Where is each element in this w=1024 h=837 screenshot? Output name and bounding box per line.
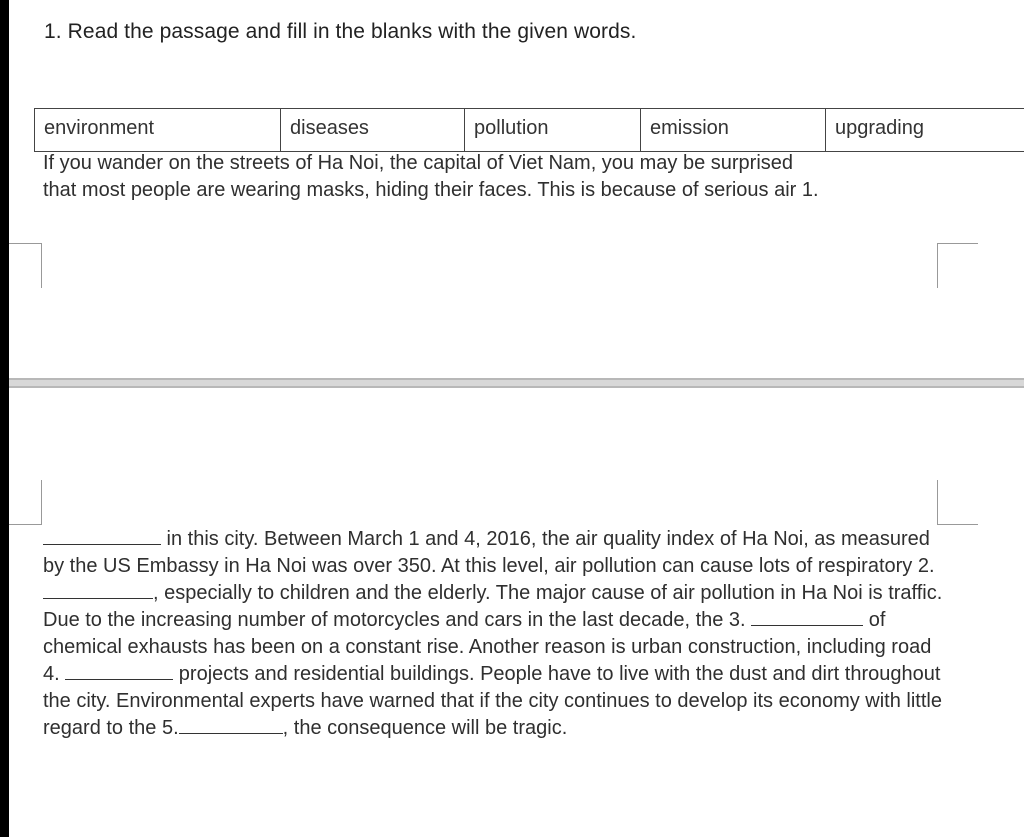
passage-line: If you wander on the streets of Ha Noi, the capital of Viet Nam, you may be surprised — [43, 152, 794, 174]
passage-text: of chemical exhausts has been on a constant rise. Another reason is urban construction, including road 4. — [43, 609, 932, 685]
word-box-cell: environment — [35, 109, 281, 152]
worksheet-page — [9, 0, 1024, 837]
word-box-cell: emission — [641, 109, 826, 152]
word-box-cell: diseases — [281, 109, 465, 152]
page-break-divider — [9, 378, 1024, 388]
task-title: 1. Read the passage and fill in the blanks with the given words. — [44, 20, 637, 43]
blank-2[interactable] — [43, 580, 153, 599]
crop-mark-bottom-right — [937, 480, 978, 525]
word-box-row — [35, 109, 1024, 152]
word-box-table — [34, 108, 1024, 152]
word-box-cell: upgrading — [826, 109, 1024, 152]
passage-text: projects and residential buildings. People have to live with the dust and dirt throughout the city. Environmental experts have warned that if the city continues to develop its economy with little regard to the 5. — [43, 663, 942, 739]
crop-mark-top-left — [9, 243, 42, 288]
passage-part-1 — [43, 150, 1003, 204]
blank-4[interactable] — [65, 661, 173, 680]
passage-line: that most people are wearing masks, hiding their faces. This is because of serious air 1. — [43, 179, 819, 201]
word-box-cell: pollution — [465, 109, 641, 152]
blank-3[interactable] — [751, 607, 863, 626]
passage-part-2 — [43, 526, 943, 742]
blank-1[interactable] — [43, 526, 161, 545]
blank-5[interactable] — [179, 715, 283, 734]
passage-text: in this city. Between March 1 and 4, 2016, the air quality index of Ha Noi, as measured by the US Embassy in Ha Noi was over 350. At this level, air pollution can cause lots of respiratory 2. — [43, 528, 935, 577]
crop-mark-top-right — [937, 243, 978, 288]
crop-mark-bottom-left — [9, 480, 42, 525]
passage-text: , especially to children and the elderly. The major cause of air pollution in Ha Noi is traffic. Due to the increasing number of motorcycles and cars in the last decade, the 3. — [43, 582, 943, 631]
passage-text: , the consequence will be tragic. — [282, 717, 568, 739]
